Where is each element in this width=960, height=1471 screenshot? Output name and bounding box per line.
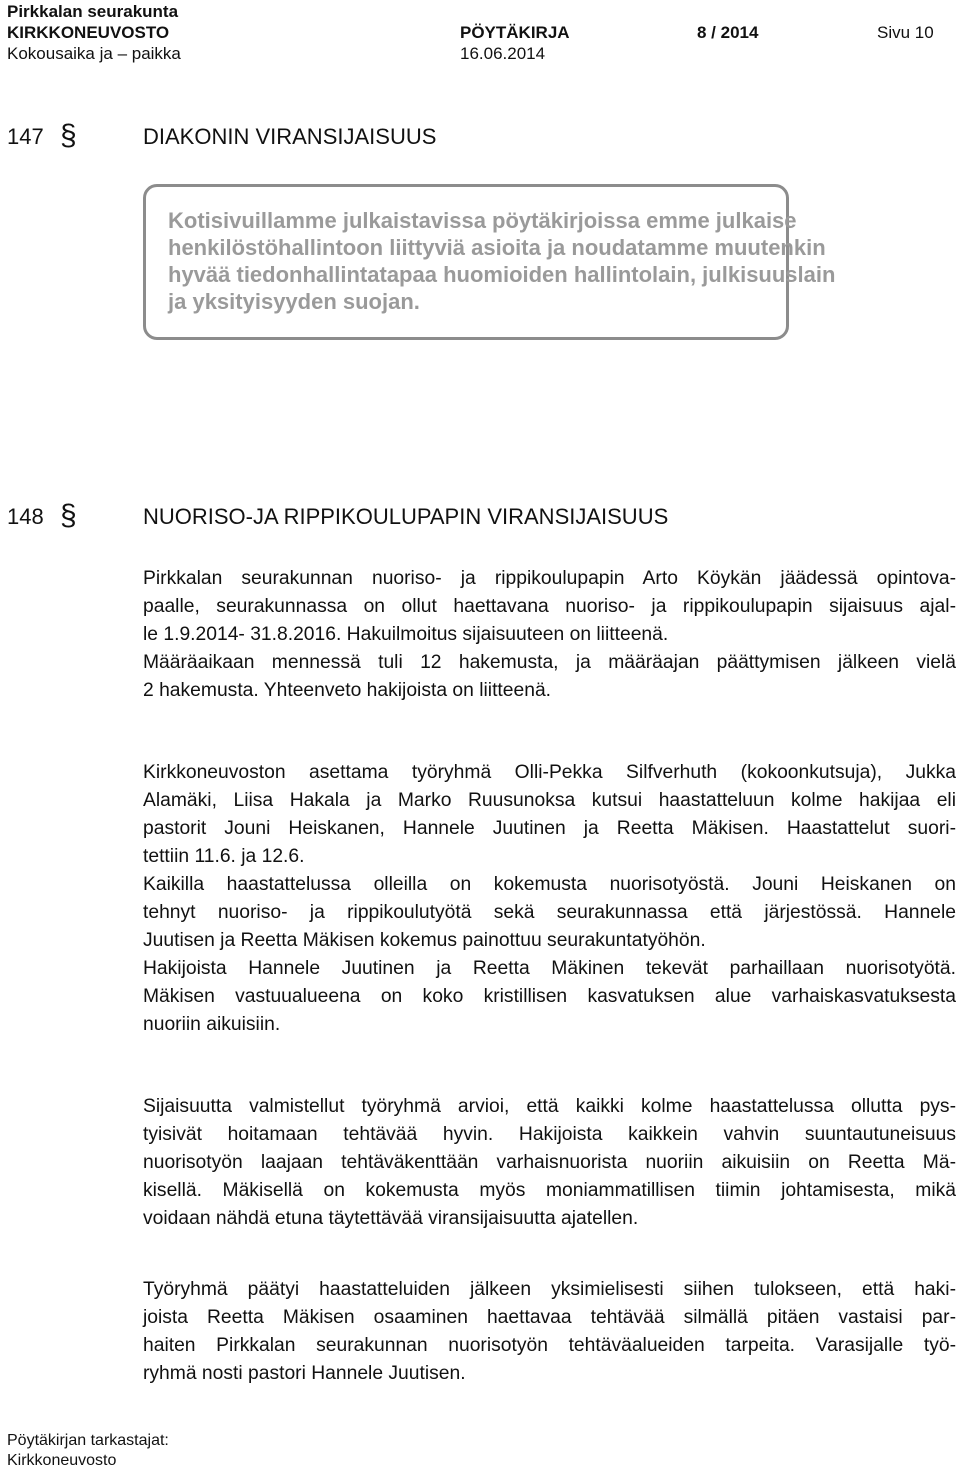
section-symbol: § (60, 499, 77, 532)
privacy-notice-line: henkilöstöhallintoon liittyviä asioita ja noudatamme muutenkin (168, 235, 826, 260)
text-line: joista Reetta Mäkisen osaaminen haettavaa tehtävää silmällä pitäen vastaisi par- (143, 1307, 956, 1328)
section-148-title: NUORISO-JA RIPPIKOULUPAPIN VIRANSIJAISUUS (143, 504, 669, 529)
meeting-date: 16.06.2014 (460, 44, 546, 63)
text-line: voidaan nähdä etuna täytettävää viransijaisuutta ajatellen. (143, 1208, 639, 1229)
document-number: 8 / 2014 (697, 23, 759, 42)
text-line: Pirkkalan seurakunnan nuoriso- ja rippikoulupapin Arto Köykän jäädessä opintova- (143, 568, 956, 589)
section-symbol: § (60, 119, 77, 152)
text-line: nuorisotyön laajaan tehtäväkenttään varhaisnuorista nuoriin aikuisiin on Reetta Mä- (143, 1152, 956, 1173)
text-line: Työryhmä päätyi haastatteluiden jälkeen yksimielisesti siihen tulokseen, että haki- (143, 1279, 956, 1300)
text-line: Sijaisuutta valmistellut työryhmä arvioi, että kaikki kolme haastattelussa ollutta pys- (143, 1096, 956, 1117)
document-type: PÖYTÄKIRJA (460, 23, 570, 42)
text-line: Alamäki, Liisa Hakala ja Marko Ruusunoksa kutsui haastatteluun kolme hakijaa eli (143, 790, 956, 811)
footer-board-name: Kirkkoneuvosto (7, 1452, 117, 1469)
text-line: Hakijoista Hannele Juutinen ja Reetta Mäkinen tekevät parhaillaan nuorisotyötä. (143, 958, 956, 979)
privacy-notice-line: ja yksityisyyden suojan. (168, 289, 420, 314)
text-line: le 1.9.2014- 31.8.2016. Hakuilmoitus sijaisuuteen on liitteenä. (143, 624, 669, 645)
text-line: Kaikilla haastattelussa olleilla on kokemusta nuorisotyöstä. Jouni Heiskanen on (143, 874, 956, 895)
text-line: Kirkkoneuvoston asettama työryhmä Olli-Pekka Silfverhuth (kokoonkutsuja), Jukka (143, 762, 956, 783)
text-line: tettiin 11.6. ja 12.6. (143, 846, 305, 867)
board-name: KIRKKONEUVOSTO (7, 23, 170, 42)
text-line: Mäkisen vastuualueena on koko kristillisen kasvatuksen alue varhaiskasvatuksesta (143, 986, 956, 1007)
checkers-label: Pöytäkirjan tarkastajat: (7, 1432, 169, 1449)
text-line: tyisivät hoitamaan tehtävää hyvin. Hakijoista kaikkein vahvin suuntautuneisuus (143, 1124, 956, 1145)
text-line: Juutisen ja Reetta Mäkisen kokemus painottuu seurakuntatyöhön. (143, 930, 706, 951)
text-line: paalle, seurakunnassa on ollut haettavana nuoriso- ja rippikoulupapin sijaisuus ajal- (143, 596, 956, 617)
text-line: pastorit Jouni Heiskanen, Hannele Juutinen ja Reetta Mäkisen. Haastattelut suori- (143, 818, 956, 839)
text-line: ryhmä nosti pastori Hannele Juutisen. (143, 1363, 466, 1384)
organization-name: Pirkkalan seurakunta (7, 2, 179, 21)
privacy-notice-line: Kotisivuillamme julkaistavissa pöytäkirjoissa emme julkaise (168, 208, 797, 233)
paragraph-interviews (143, 759, 956, 1039)
paragraph-assessment (143, 1093, 956, 1233)
text-line: nuoriin aikuisiin. (143, 1014, 281, 1035)
privacy-notice-box (143, 184, 836, 340)
text-line: tehnyt nuoriso- ja rippikoulutyötä sekä seurakunnassa että järjestössä. Hannele (143, 902, 956, 923)
paragraph-vacancy (143, 565, 956, 705)
section-147-title: DIAKONIN VIRANSIJAISUUS (143, 124, 437, 149)
text-line: haiten Pirkkalan seurakunnan nuorisotyön tehtäväalueiden tarpeita. Varasijalle työ- (143, 1335, 956, 1356)
page-number: Sivu 10 (877, 23, 934, 42)
section-148-number: 148 (7, 504, 44, 529)
meeting-time-place-label: Kokousaika ja – paikka (7, 44, 181, 63)
text-line: kisellä. Mäkisellä on kokemusta myös moniammatillisen tiimin johtamisesta, mikä (143, 1180, 956, 1201)
privacy-notice-line: hyvää tiedonhallintatapaa huomioiden hallintolain, julkisuuslain (168, 262, 836, 287)
paragraph-conclusion (143, 1276, 956, 1388)
text-line: Määräaikaan mennessä tuli 12 hakemusta, ja määräajan päättymisen jälkeen vielä (143, 652, 956, 673)
text-line: 2 hakemusta. Yhteenveto hakijoista on liitteenä. (143, 680, 552, 701)
section-147-number: 147 (7, 124, 44, 149)
